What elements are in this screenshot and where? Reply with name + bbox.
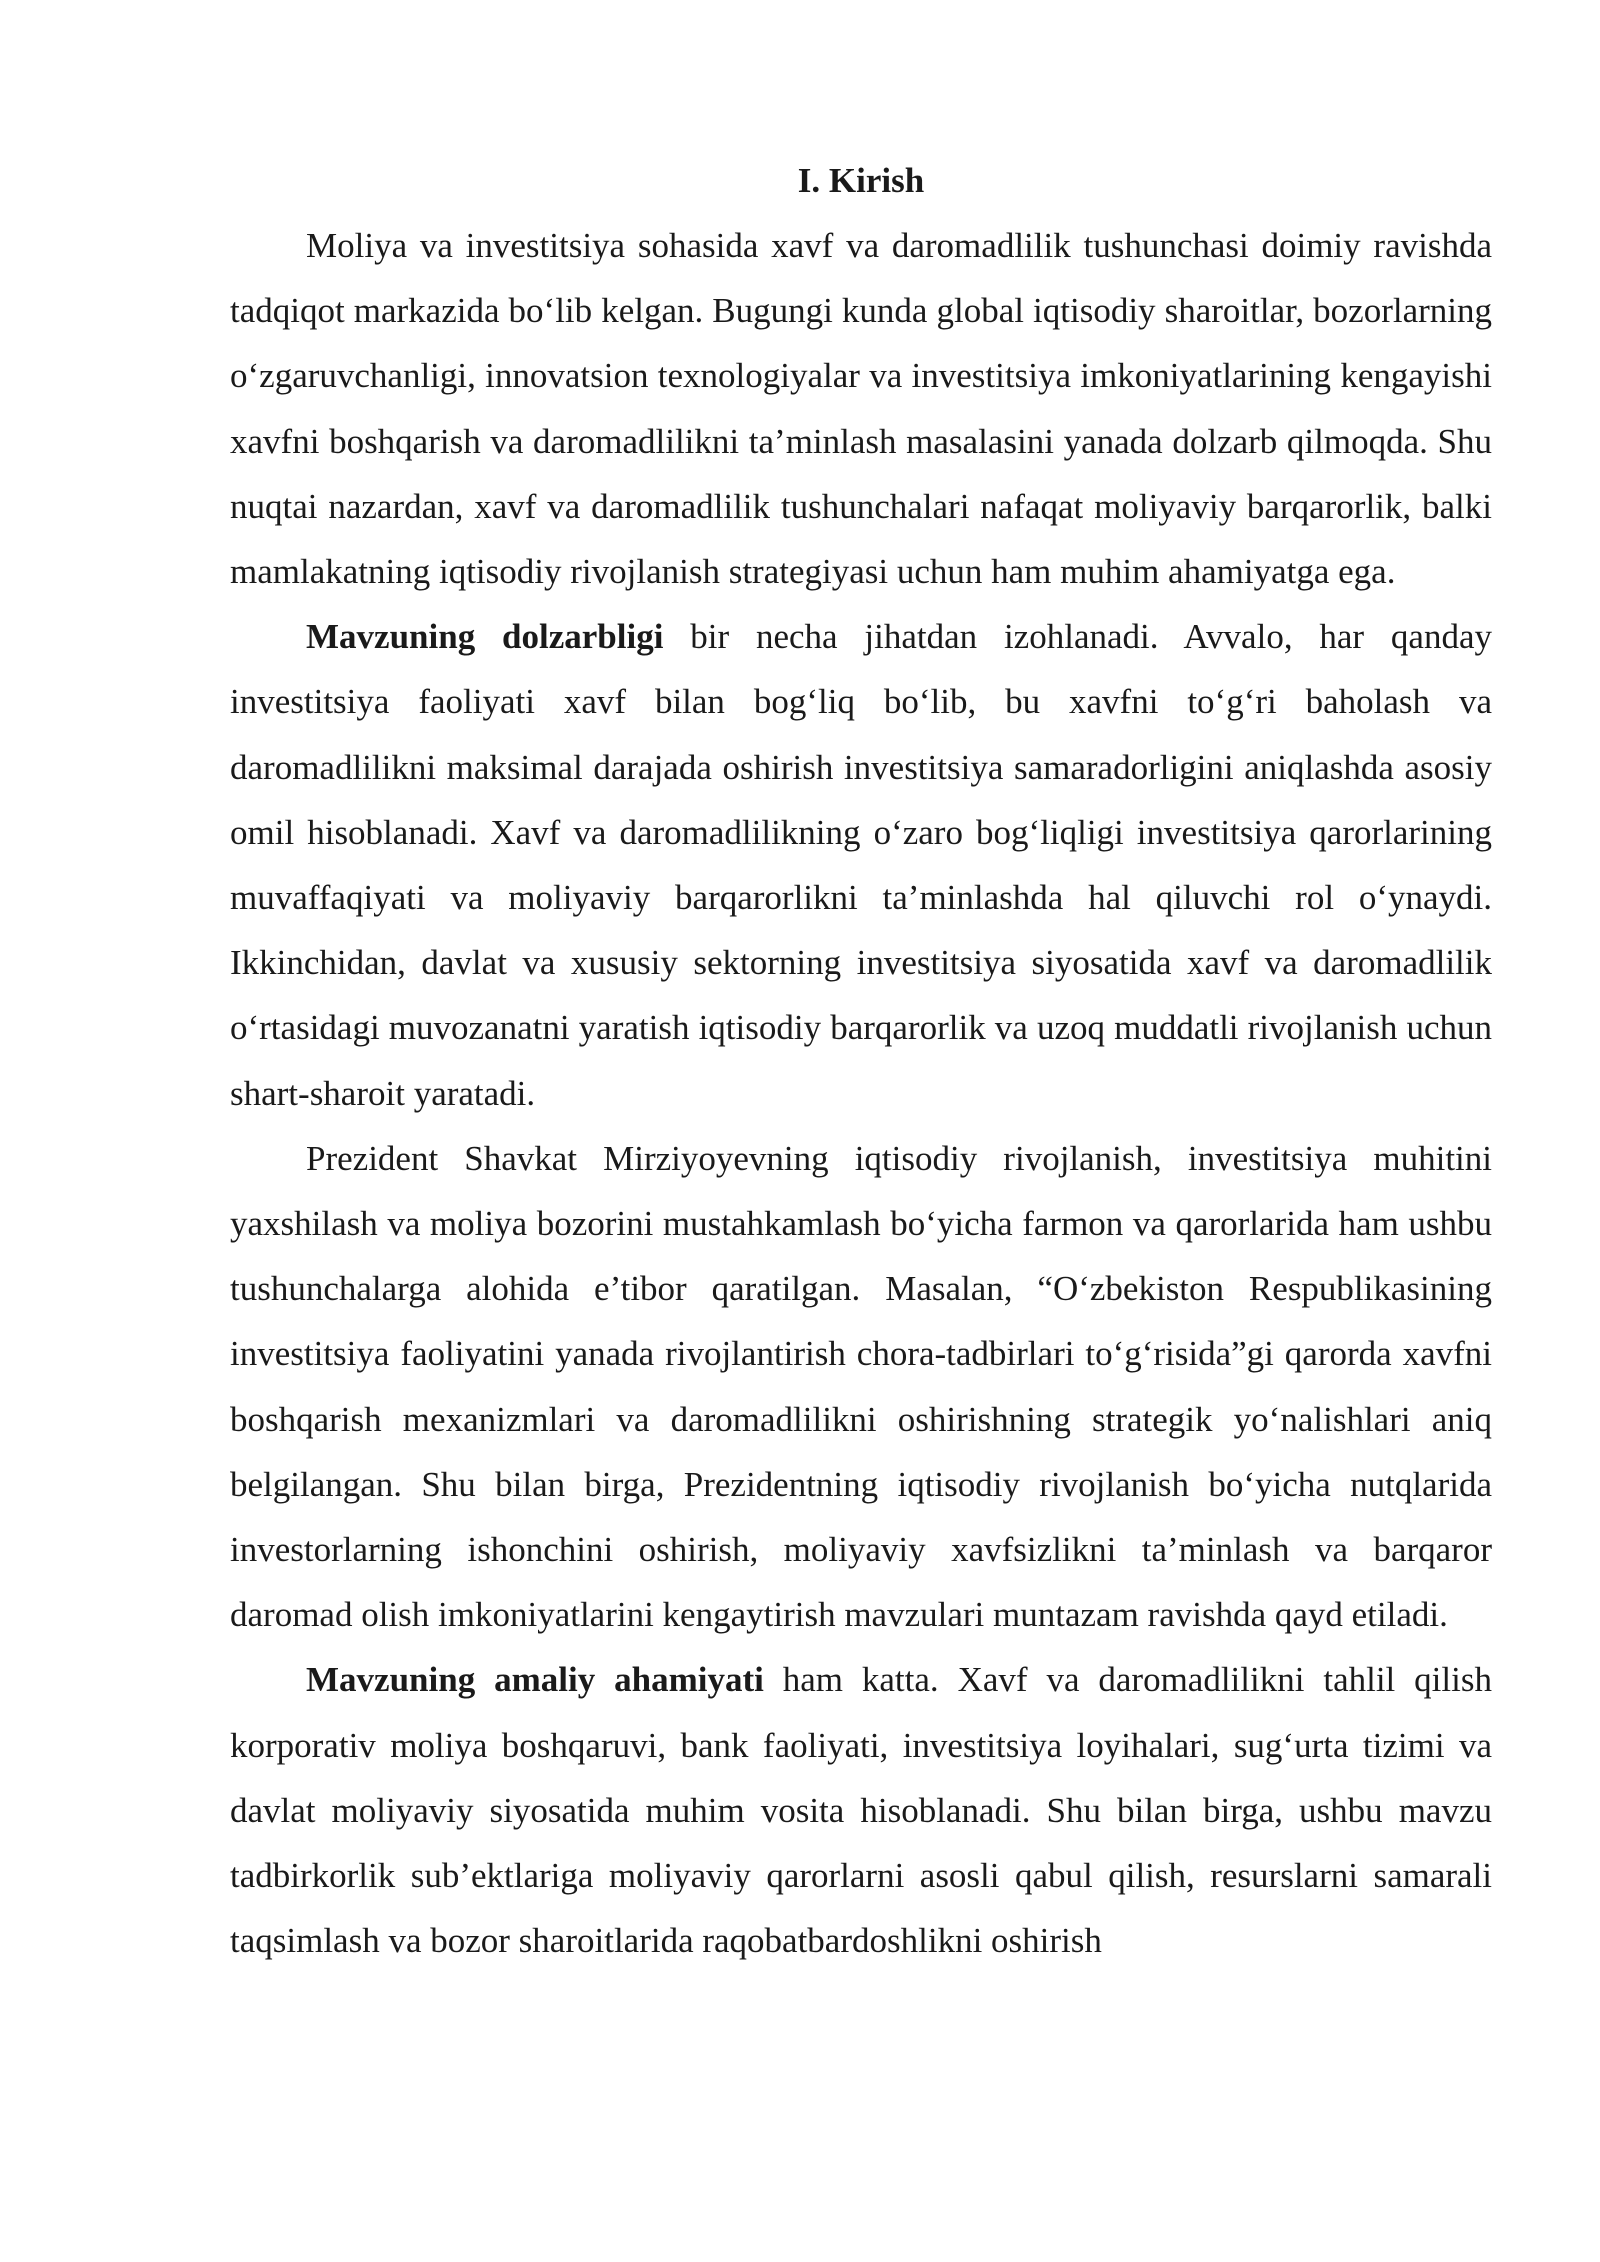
paragraph-text: ham katta. Xavf va daromadlilikni tahlil qilish korporativ moliya boshqaruvi, bank faoliyati, investitsiya loyihalari, sug‘urta tizimi va davlat moliyaviy siyosatida muhim vosita hisoblanadi. Shu bilan birga, ushbu mavzu tadbirkorlik sub’ektlariga moliyaviy qarorlarni asosli qabul qilish, resurslarni samarali taqsimlash va bozor sharoitlarida raqobatbardoshlikni oshirish (230, 1660, 1492, 1961)
paragraph-text: bir necha jihatdan izohlanadi. Avvalo, har qanday investitsiya faoliyati xavf bilan bog‘liq bo‘lib, bu xavfni to‘g‘ri baholash va daromadlilikni maksimal darajada oshirish investitsiya samaradorligini aniqlashda asosiy omil hisoblanadi. Xavf va daromadlilikning o‘zaro bog‘liqligi investitsiya qarorlarining muvaffaqiyati va moliyaviy barqarorlikni ta’minlashda hal qiluvchi rol o‘ynaydi. Ikkinchidan, davlat va xususiy sektorning investitsiya siyosatida xavf va daromadlilik o‘rtasidagi muvozanatni yaratish iqtisodiy barqarorlik va uzoq muddatli rivojlanish uchun shart-sharoit yaratadi. (230, 617, 1492, 1113)
paragraph-text: Moliya va investitsiya sohasida xavf va daromadlilik tushunchasi doimiy ravishda tadqiqot markazida bo‘lib kelgan. Bugungi kunda global iqtisodiy sharoitlar, bozorlarning o‘zgaruvchanligi, innovatsion texnologiyalar va investitsiya imkoniyatlarining kengayishi xavfni boshqarish va daromadlilikni ta’minlash masalasini yanada dolzarb qilmoqda. Shu nuqtai nazardan, xavf va daromadlilik tushunchalari nafaqat moliyaviy barqarorlik, balki mamlakatning iqtisodiy rivojlanish strategiyasi uchun ham muhim ahamiyatga ega. (230, 226, 1492, 592)
paragraph-relevance (230, 604, 1492, 1126)
paragraph-lead-bold: Mavzuning dolzarbligi (306, 617, 664, 657)
paragraph-president (230, 1126, 1492, 1648)
section-heading: I. Kirish (797, 161, 925, 200)
paragraph-intro (230, 213, 1492, 604)
paragraph-text: Prezident Shavkat Mirziyoyevning iqtisodiy rivojlanish, investitsiya muhitini yaxshilash va moliya bozorini mustahkamlash bo‘yicha farmon va qarorlarida ham ushbu tushunchalarga alohida e’tibor qaratilgan. Masalan, “O‘zbekiston Respublikasining investitsiya faoliyatini yanada rivojlantirish chora-tadbirlari to‘g‘risida”gi qarorda xavfni boshqarish mexanizmlari va daromadlilikni oshirishning strategik yo‘nalishlari aniq belgilangan. Shu bilan birga, Prezidentning iqtisodiy rivojlanish bo‘yicha nutqlarida investorlarning ishonchini oshirish, moliyaviy xavfsizlikni ta’minlash va barqaror daromad olish imkoniyatlarini kengaytirish mavzulari muntazam ravishda qayd etiladi. (230, 1138, 1492, 1635)
paragraph-practical (230, 1647, 1492, 1973)
paragraph-lead-bold: Mavzuning amaliy ahamiyati (306, 1660, 764, 1700)
document-page (230, 148, 1492, 1973)
